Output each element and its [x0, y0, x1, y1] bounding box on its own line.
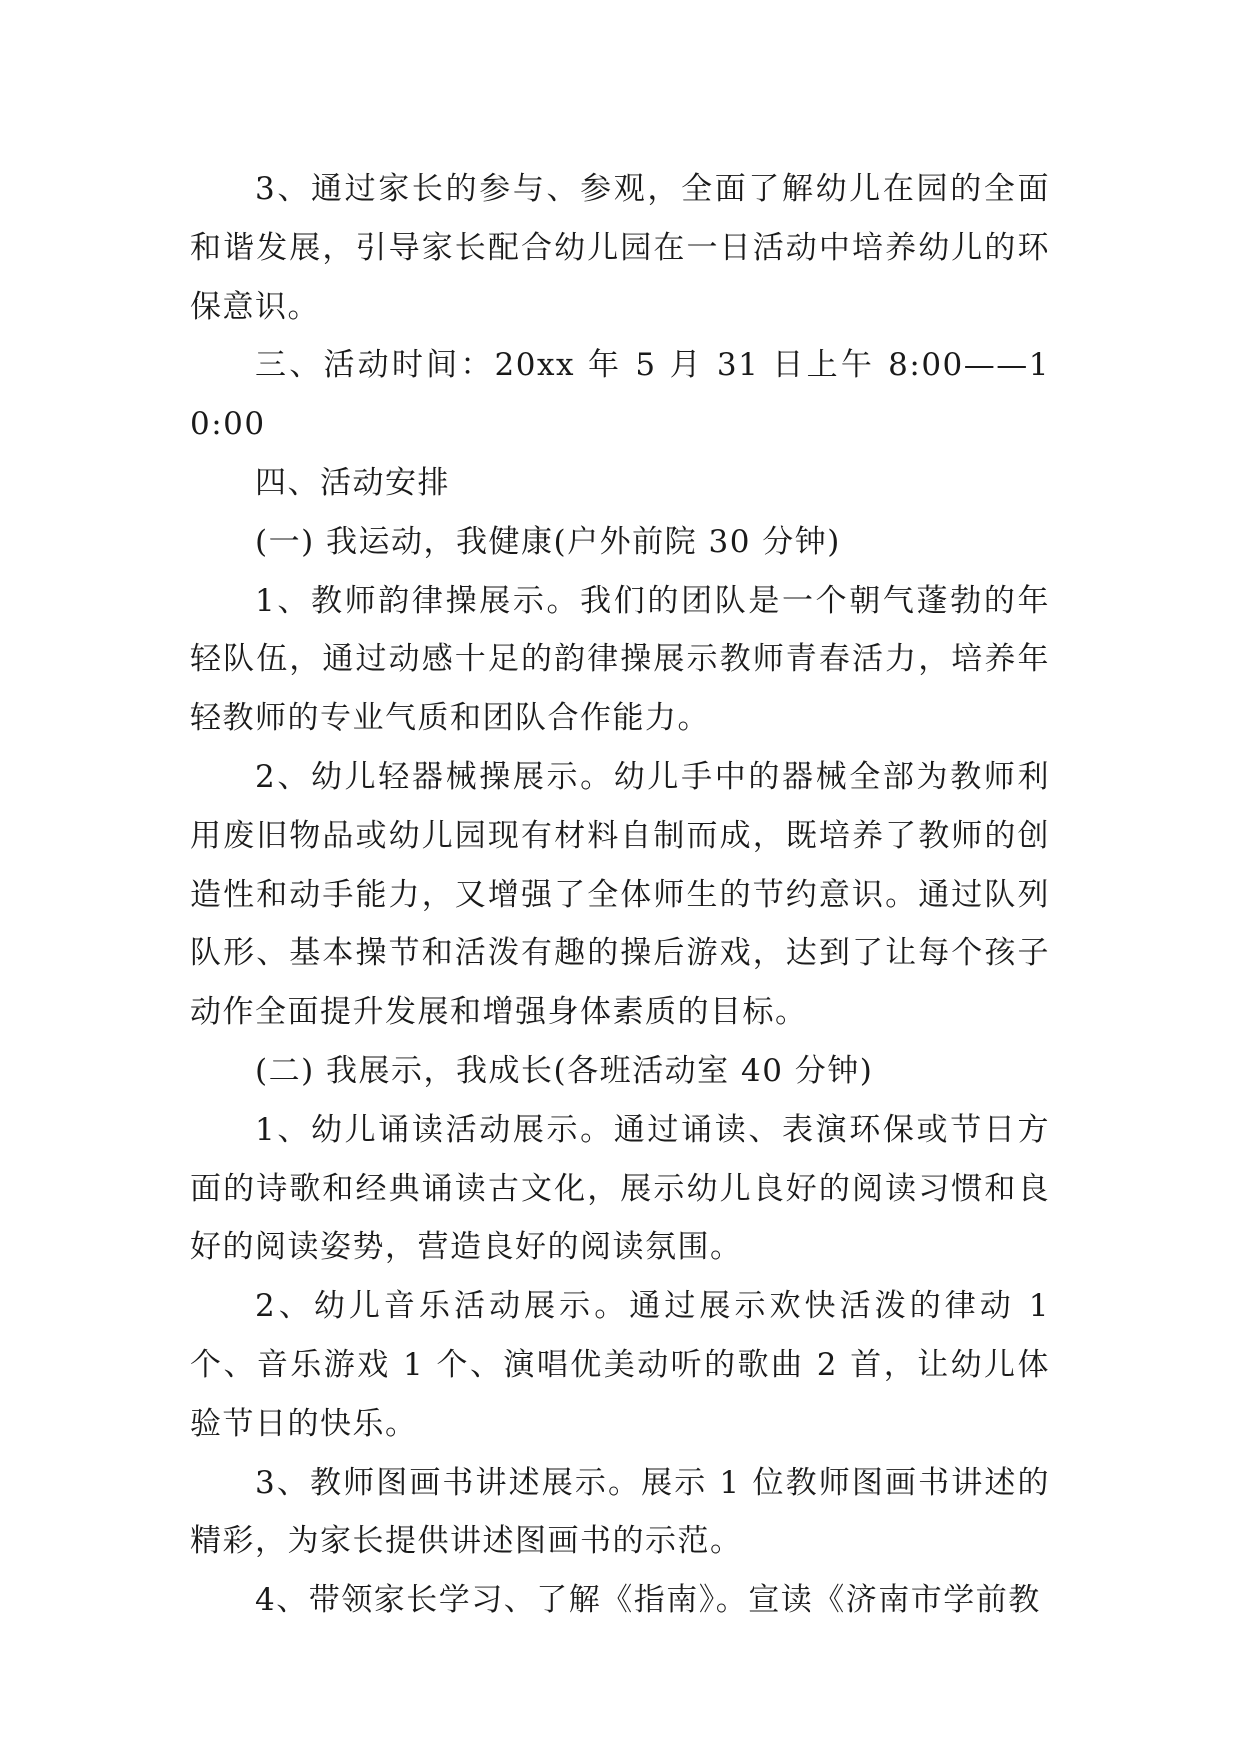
paragraph-section-2-item-1: 1、幼儿诵读活动展示。通过诵读、表演环保或节日方面的诗歌和经典诵读古文化，展示幼儿良好的阅读习惯和良好的阅读姿势，营造良好的阅读氛围。	[190, 1111, 1050, 1266]
paragraph-activity-arrangement-heading: 四、活动安排	[255, 464, 450, 501]
paragraph-goal-3: 3、通过家长的参与、参观，全面了解幼儿在园的全面和谐发展，引导家长配合幼儿园在一日活动中培养幼儿的环保意识。	[190, 171, 1050, 325]
document-body	[190, 160, 1050, 1630]
paragraph-activity-time: 三、活动时间：20xx 年 5 月 31 日上午 8:00——10:00	[190, 347, 1050, 443]
paragraph-section-1-item-2: 2、幼儿轻器械操展示。幼儿手中的器械全部为教师利用废旧物品或幼儿园现有材料自制而成，既培养了教师的创造性和动手能力，又增强了全体师生的节约意识。通过队列队形、基本操节和活泼有趣的操后游戏，达到了让每个孩子动作全面提升发展和增强身体素质的目标。	[190, 758, 1050, 1031]
paragraph-section-2-item-4: 4、带领家长学习、了解《指南》。宣读《济南市学前教	[255, 1582, 1041, 1619]
paragraph-section-1-item-1: 1、教师韵律操展示。我们的团队是一个朝气蓬勃的年轻队伍，通过动感十足的韵律操展示教师青春活力，培养年轻教师的专业气质和团队合作能力。	[190, 582, 1050, 737]
paragraph-section-1-heading: (一) 我运动，我健康(户外前院 30 分钟)	[255, 523, 841, 560]
paragraph-section-2-item-2: 2、幼儿音乐活动展示。通过展示欢快活泼的律动 1 个、音乐游戏 1 个、演唱优美动听的歌曲 2 首，让幼儿体验节日的快乐。	[190, 1288, 1050, 1442]
paragraph-section-2-item-3: 3、教师图画书讲述展示。展示 1 位教师图画书讲述的精彩，为家长提供讲述图画书的示范。	[190, 1464, 1050, 1560]
paragraph-section-2-heading: (二) 我展示，我成长(各班活动室 40 分钟)	[255, 1052, 874, 1089]
